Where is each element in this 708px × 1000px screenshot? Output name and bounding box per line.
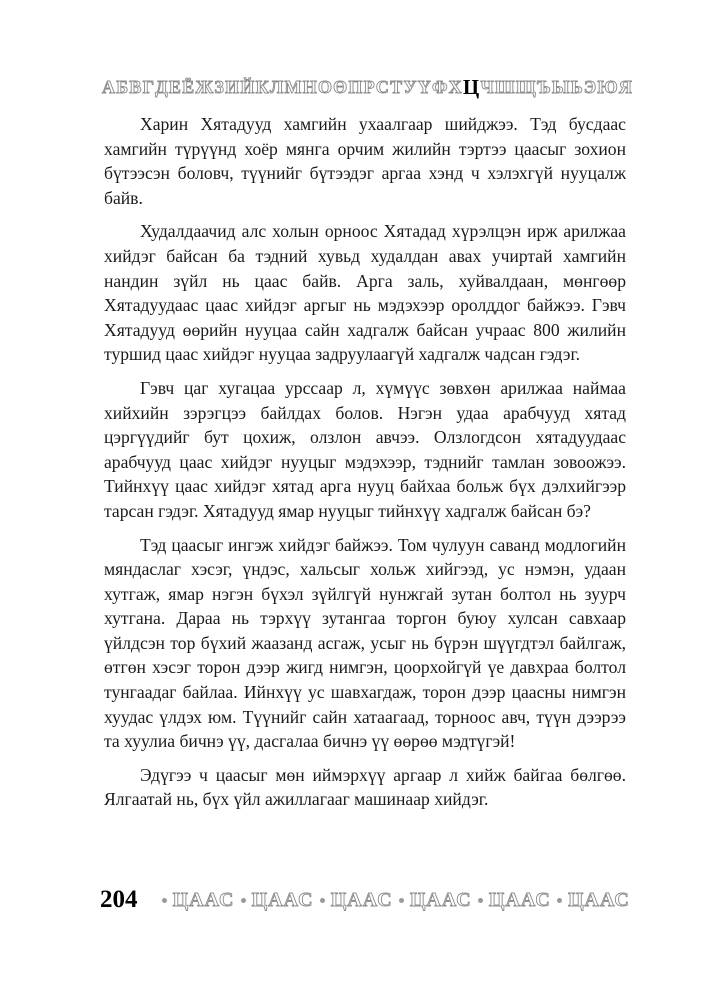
alphabet-letter: Ч (480, 77, 494, 97)
alphabet-letter: Я (618, 77, 632, 97)
running-head-word: ЦААС (251, 888, 314, 911)
alphabet-letter-active: Ц (462, 74, 480, 99)
alphabet-letter: Й (240, 77, 255, 97)
separator-dot (162, 898, 167, 903)
alphabet-letter: Ю (597, 77, 618, 97)
separator-dot (557, 898, 562, 903)
paragraph: Тэд цаасыг ингэж хийдэг байжээ. Том чулуун саванд модлогийн мяндаслаг хэсэг, үндэс, хальсыг хольж хийгээд, ус нэмэн, удаан хутгаж, ямар нэгэн бүхэл зүйлгүй нунжгай зутан болтол нь зуурч хутгана. Дараа нь тэрхүү зутангаа торгон буюу хулсан савхаар үйлдсэн тор бүхий жаазанд асгаж, усыг нь бүрэн шүүгдтэл байлгаж, өтгөн хэсэг торон дээр жигд нимгэн, цоорхойгүй үе давхраа болтол тунгаадаг байлаа. Ийнхүү ус шавхагдаж, торон дээр цаасны нимгэн хуудас үлдэх юм. Түүнийг сайн хатаагаад, торноос авч, түүн дээрээ та хуулиа бичнэ үү, дасгалаа бичнэ үү өөрөө мэдтүгэй! (104, 534, 626, 752)
alphabet-letter: Н (302, 77, 317, 97)
alphabet-header (102, 74, 632, 100)
running-head-word: ЦААС (330, 888, 393, 911)
body-text (104, 112, 626, 821)
alphabet-letter: Щ (515, 77, 536, 97)
separator-dot (399, 898, 404, 903)
running-head-word: ЦААС (488, 888, 551, 911)
alphabet-letter: А (102, 77, 115, 97)
alphabet-letter: Х (448, 77, 462, 97)
alphabet-letter: Э (583, 77, 597, 97)
alphabet-letter: У (403, 77, 417, 97)
running-head-word: ЦААС (567, 888, 630, 911)
page-footer (100, 880, 630, 920)
separator-dot (320, 898, 325, 903)
paragraph: Эдүгээ ч цаасыг мөн иймэрхүү аргаар л хийж байгаа бөлгөө. Ялгаатай нь, бүх үйл ажиллагааг машинаар хийдэг. (104, 764, 626, 810)
alphabet-letter: Р (363, 77, 375, 97)
page-number: 204 (100, 886, 138, 913)
alphabet-letter: С (375, 77, 389, 97)
running-head-word: ЦААС (409, 888, 472, 911)
alphabet-letter: Ф (431, 77, 448, 97)
alphabet-letter: Ё (182, 77, 195, 97)
paragraph: Гэвч цаг хугацаа урссаар л, хүмүүс зөвхөн арилжаа наймаа хийхийн зэрэгцээ байлдах болов. Нэгэн удаа арабчууд хятад цэргүүдийг бут цохиж, олзлон авчээ. Олзлогдсон хятадуудаас арабчууд цаас хийдэг нууцыг мэдэхээр, тэднийг тамлан зовоожээ. Тийнхүү цаас хийдэг хятад арга нууц байхаа больж бүх дэлхийгээр тарсан гэдэг. Хятадууд ямар нууцыг тийнхүү хадгалж байсан бэ? (104, 377, 626, 521)
alphabet-letter: В (129, 77, 142, 97)
alphabet-letter: Ж (195, 77, 214, 97)
alphabet-letter: К (255, 77, 269, 97)
alphabet-letter: Ы (551, 77, 570, 97)
alphabet-letter: Ь (570, 77, 583, 97)
alphabet-letter: Е (168, 77, 181, 97)
alphabet-letter: Т (390, 77, 403, 97)
running-head-word: ЦААС (172, 888, 235, 911)
alphabet-letter: Д (155, 77, 168, 97)
separator-dot (478, 898, 483, 903)
alphabet-letter: Ш (494, 77, 515, 97)
alphabet-letter: Г (142, 77, 155, 97)
alphabet-letter: Ү (417, 77, 431, 97)
alphabet-letter: И (225, 77, 240, 97)
paragraph: Худалдаачид алс холын орноос Хятадад хүрэлцэн ирж арилжаа хийдэг байсан ба тэдний хувьд худалдан авах учиртай хамгийн нандин зүйл нь цаас байв. Арга заль, хуйвалдаан, мөнгөөр Хятадуудаас цаас хийдэг аргыг нь мэдэхээр оролддог байжээ. Гэвч Хятадууд өөрийн нууцаа сайн хадгалж байсан учраас 800 жилийн туршид цаас хийдэг нууцаа задруулаагүй хадгалж чадсан гэдэг. (104, 221, 626, 365)
alphabet-letter: Б (116, 77, 129, 97)
paragraph: Харин Хятадууд хамгийн ухаалгаар шийджээ. Тэд бусдаас хамгийн түрүүнд хоёр мянга орчим жилийн тэртээ цаасыг зохион бүтээсэн боловч, түүнийг бүтээдэг аргаа хэнд ч хэлэхгүй нууцалж байв. (104, 114, 626, 208)
alphabet-letter: П (348, 77, 363, 97)
alphabet-letter: З (214, 77, 224, 97)
alphabet-letter: Ъ (536, 77, 551, 97)
running-head (162, 889, 631, 912)
alphabet-letter: О (317, 77, 332, 97)
alphabet-letter: Л (269, 77, 284, 97)
alphabet-letter: М (284, 77, 302, 97)
separator-dot (241, 898, 246, 903)
alphabet-letter: Ө (333, 77, 348, 97)
